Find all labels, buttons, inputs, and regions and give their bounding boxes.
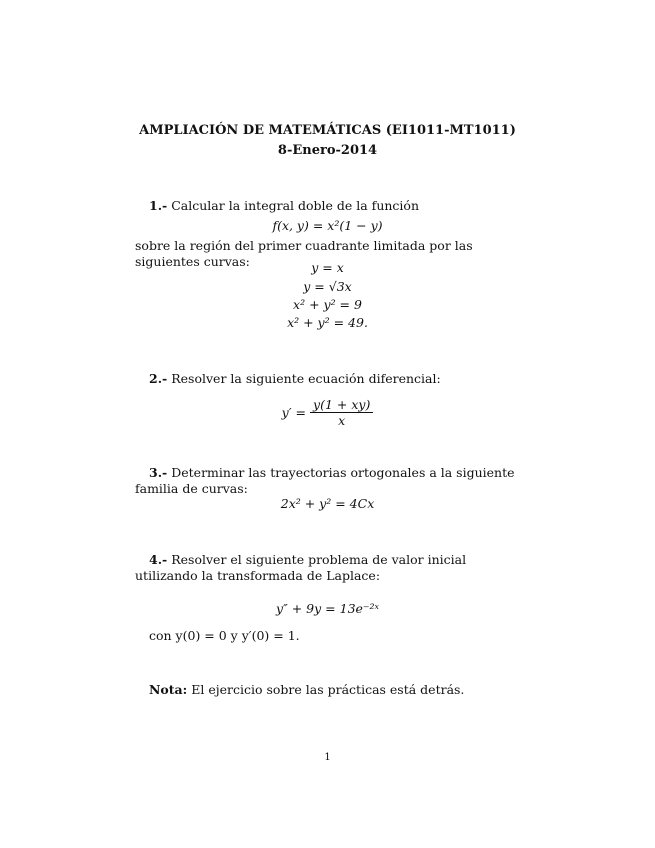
- fraction-denominator: x: [338, 413, 346, 428]
- fraction-numerator: y(1 + xy): [310, 397, 373, 413]
- curve-1: y = x: [311, 260, 344, 275]
- problem-2-statement: [149, 371, 520, 387]
- problem-3-equation: 2x² + y² = 4Cx: [280, 496, 375, 511]
- document-date: 8-Enero-2014: [277, 143, 378, 158]
- note-text: El ejercicio sobre las prácticas está detrás.: [191, 682, 465, 697]
- note: [149, 682, 520, 698]
- problem-2-text: Resolver la siguiente ecuación diferencial:: [171, 371, 441, 386]
- problem-4-text: Resolver el siguiente problema de valor inicial utilizando la transformada de Laplace:: [135, 552, 467, 583]
- problem-1-function: f(x, y) = x²(1 − y): [272, 218, 383, 233]
- problem-3-number: 3.-: [149, 465, 168, 480]
- problem-1-statement: [149, 198, 520, 214]
- problem-3-statement: [135, 465, 520, 497]
- note-label: Nota:: [149, 682, 188, 697]
- problem-1-text: Calcular la integral doble de la función: [171, 198, 419, 213]
- fraction: [310, 397, 373, 428]
- curve-4: x² + y² = 49.: [287, 315, 368, 330]
- problem-1-region-text: sobre la región del primer cuadrante limitada por las siguientes curvas:: [135, 238, 473, 269]
- problem-2-number: 2.-: [149, 371, 168, 386]
- problem-1-number: 1.-: [149, 198, 168, 213]
- document-title: AMPLIACIÓN DE MATEMÁTICAS (EI1011-MT1011): [139, 123, 516, 138]
- problem-3-text: Determinar las trayectorias ortogonales a la siguiente familia de curvas:: [135, 465, 515, 496]
- problem-2-equation: [0, 397, 655, 428]
- curve-2: y = √3x: [303, 279, 352, 294]
- curve-3: x² + y² = 9: [293, 297, 362, 312]
- equation-lhs: y′ =: [281, 405, 307, 420]
- problem-4-conditions: con y(0) = 0 y y′(0) = 1.: [149, 628, 300, 643]
- problem-4-equation: y″ + 9y = 13e⁻²ˣ: [276, 601, 379, 616]
- problem-4-statement: [135, 552, 520, 584]
- problem-4-number: 4.-: [149, 552, 168, 567]
- page-number: 1: [324, 752, 331, 763]
